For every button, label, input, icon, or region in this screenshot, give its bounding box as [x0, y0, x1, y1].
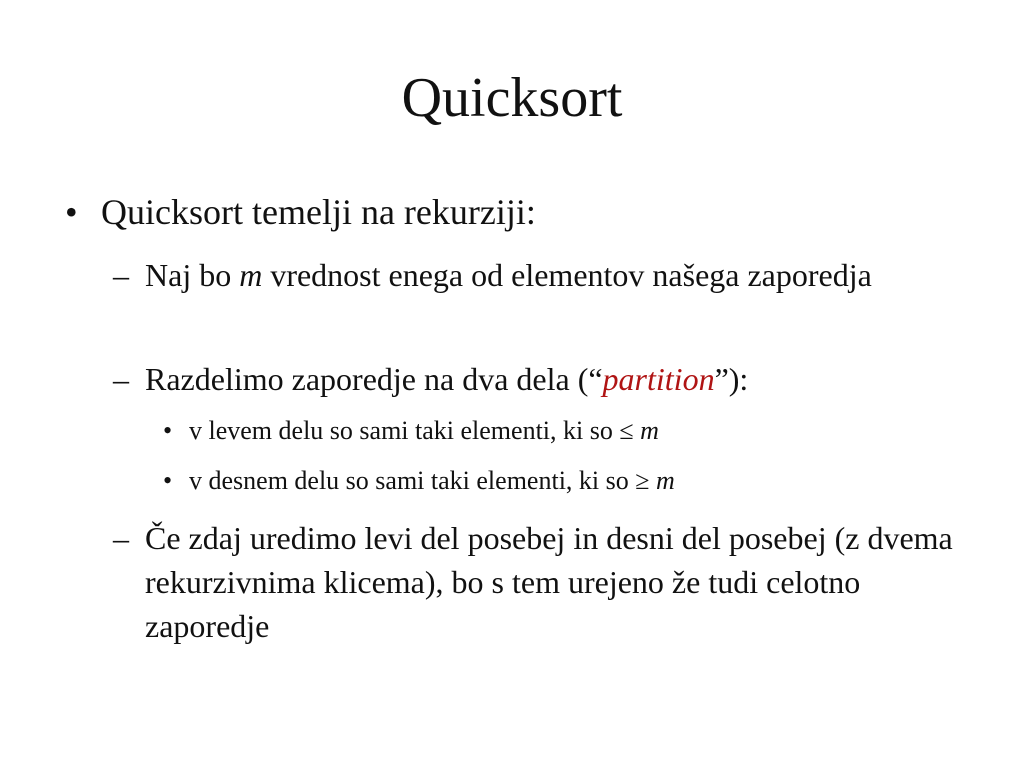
text-after: vrednost enega od elementov našega zaporedja	[262, 257, 872, 293]
sub-item-partition	[113, 357, 973, 401]
bullet-text: Quicksort temelji na rekurziji:	[101, 192, 536, 232]
dash-icon: –	[113, 257, 129, 293]
sub-item-pivot	[113, 253, 973, 297]
text-before: Naj bo	[145, 257, 240, 293]
sub-item-recursive-sort	[113, 516, 973, 648]
variable-m: m	[656, 466, 675, 495]
variable-m: m	[239, 257, 263, 293]
bullet-item-quicksort-recursion	[65, 190, 536, 234]
sub-item-text	[145, 253, 973, 297]
sub-item-text	[145, 357, 973, 401]
bullet-icon: •	[163, 466, 173, 495]
text-before: Razdelimo zaporedje na dva dela (“	[145, 361, 603, 397]
variable-m: m	[640, 416, 659, 445]
sub-sub-item-left	[163, 414, 659, 448]
text-before: v levem delu so sami taki elementi, ki so ≤	[189, 416, 641, 445]
text-after: ”):	[714, 361, 749, 397]
dash-icon: –	[113, 520, 129, 556]
partition-term: partition	[602, 361, 715, 397]
text-before: v desnem delu so sami taki elementi, ki so ≥	[189, 466, 657, 495]
bullet-icon: •	[163, 416, 173, 445]
slide-title: Quicksort	[401, 67, 623, 129]
dash-icon: –	[113, 361, 129, 397]
sub-sub-item-right	[163, 464, 675, 498]
bullet-icon: •	[65, 192, 78, 232]
sub-item-text: Če zdaj uredimo levi del posebej in desni del posebej (z dvema rekurzivnima klicema), bo s tem urejeno že tudi celotno zaporedje	[145, 520, 953, 644]
